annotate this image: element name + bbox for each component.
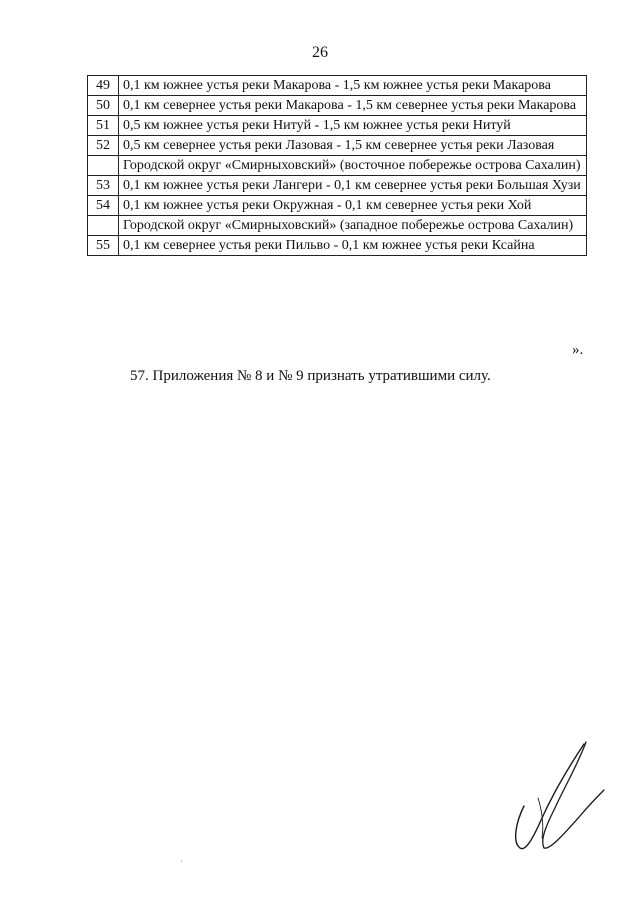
page-number: 26 — [312, 44, 328, 61]
table-row — [88, 136, 587, 156]
section-heading: Городской округ «Смирныховский» (западное побережье острова Сахалин) — [119, 216, 587, 236]
closing-quote: ». — [572, 342, 584, 358]
paragraph-57: 57. Приложения № 8 и № 9 признать утратившими силу. — [130, 368, 491, 384]
table-section-row — [88, 216, 587, 236]
row-number — [88, 156, 119, 176]
row-description: 0,1 км южнее устья реки Окружная - 0,1 км севернее устья реки Хой — [119, 196, 587, 216]
row-description: 0,5 км южнее устья реки Нитуй - 1,5 км южнее устья реки Нитуй — [119, 116, 587, 136]
row-description: 0,1 км южнее устья реки Лангери - 0,1 км севернее устья реки Большая Хузи — [119, 176, 587, 196]
table-row — [88, 96, 587, 116]
row-number: 54 — [88, 196, 119, 216]
table-row — [88, 176, 587, 196]
row-number: 55 — [88, 236, 119, 256]
table-row — [88, 196, 587, 216]
table-row — [88, 116, 587, 136]
row-number: 50 — [88, 96, 119, 116]
row-number: 53 — [88, 176, 119, 196]
row-description: 0,1 км севернее устья реки Макарова - 1,5 км севернее устья реки Макарова — [119, 96, 587, 116]
row-number: 51 — [88, 116, 119, 136]
table-section-row — [88, 156, 587, 176]
table-row — [88, 236, 587, 256]
row-description: 0,1 км севернее устья реки Пильво - 0,1 км южнее устья реки Ксайна — [119, 236, 587, 256]
row-number: 49 — [88, 76, 119, 96]
coastal-sections-table — [87, 75, 587, 256]
row-number — [88, 216, 119, 236]
handwritten-signature — [508, 738, 608, 858]
section-heading: Городской округ «Смирныховский» (восточное побережье острова Сахалин) — [119, 156, 587, 176]
row-description: 0,5 км севернее устья реки Лазовая - 1,5 км севернее устья реки Лазовая — [119, 136, 587, 156]
scan-artifact — [181, 860, 182, 862]
table-row — [88, 76, 587, 96]
row-description: 0,1 км южнее устья реки Макарова - 1,5 км южнее устья реки Макарова — [119, 76, 587, 96]
row-number: 52 — [88, 136, 119, 156]
